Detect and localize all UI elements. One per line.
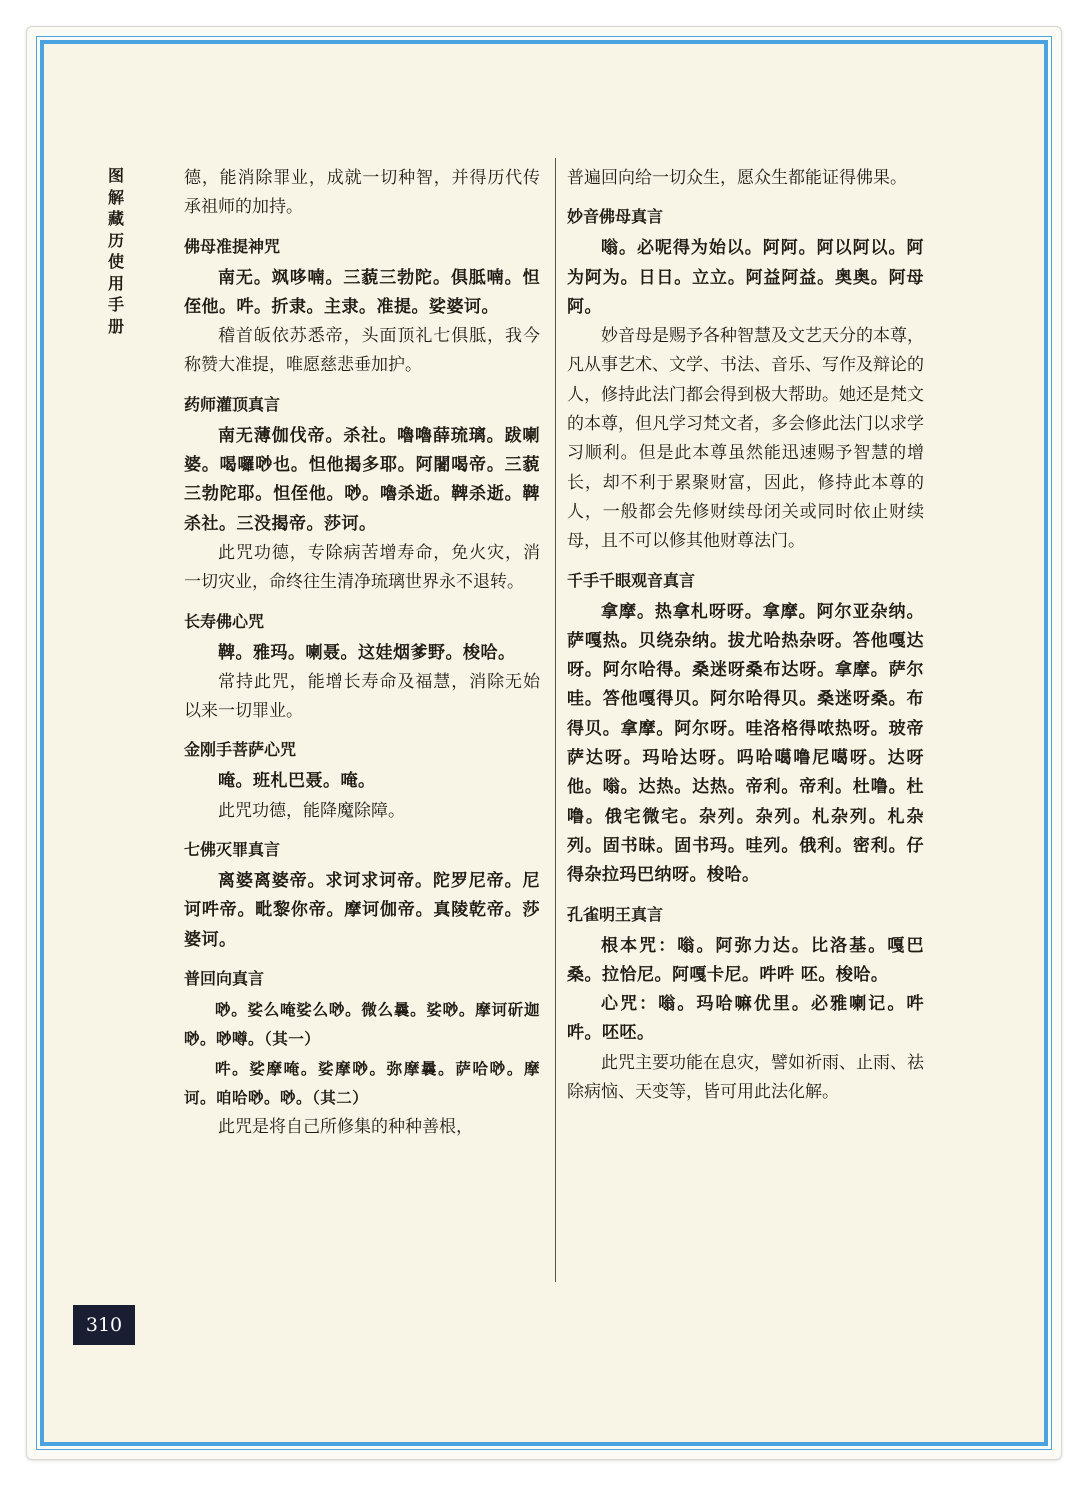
mantra-text: 根本咒：嗡。阿弥力达。比洛基。嘎巴桑。拉恰尼。阿嘎卡尼。吽吽 呸。梭哈。 [567,935,924,985]
mantra-text: 离婆离婆帝。求诃求诃帝。陀罗尼帝。尼诃吽帝。毗黎你帝。摩诃伽帝。真陵乾帝。莎婆诃。 [184,871,540,950]
continued-text: 德，能消除罪业，成就一切种智，并得历代传承祖师的加持。 [184,168,540,218]
mantra-text: 嗡。必呢得为始以。阿阿。阿以阿以。阿为阿为。日日。立立。阿益阿益。奥奥。阿母阿。 [567,238,924,317]
body-text: 此咒主要功能在息灾，譬如祈雨、止雨、祛除病恼、天变等，皆可用此法化解。 [567,1052,924,1103]
section-heading: 佛母准提神咒 [184,236,281,256]
body-text: 妙音母是赐予各种智慧及文艺天分的本尊，凡从事艺术、文学、书法、音乐、写作及辩论的人，修持此法门都会得到极大帮助。她还是梵文的本尊，但凡学习梵文者，多会修此法门以求学习顺利。但是此本尊虽然能迅速赐予智慧的增长，却不利于累聚财富，因此，修持此本尊的人，一般都会先修财续母闭关或同时依止财续母，且不可以修其他财尊法门。 [567,326,924,552]
body-text: 稽首皈依苏悉帝，头面顶礼七俱胝，我今称赞大准提，唯愿慈悲垂加护。 [184,326,540,376]
book-title-char: 册 [107,316,124,336]
left-column [184,164,540,1142]
book-title-char: 用 [107,273,124,293]
mantra-text: 南无薄伽伐帝。杀社。嚕嚕薛琉璃。跋喇婆。喝囉唦也。怛他揭多耶。阿闍喝帝。三藐三勃陀耶。怛侄他。唦。嚕杀逝。鞞杀逝。鞞杀社。三没揭帝。莎诃。 [184,425,540,534]
section-heading: 七佛灭罪真言 [184,840,281,860]
mantra-text: 唦。娑么唵娑么唦。微么曩。娑唦。摩诃斫迦唦。唦噂。（其一） [184,1000,540,1049]
mantra-text: 心咒：嗡。玛哈嘛优里。必雅喇记。吽吽。呸呸。 [567,994,924,1044]
section-heading: 孔雀明王真言 [567,904,664,924]
body-text: 此咒功德，能降魔除障。 [218,800,405,821]
mantra-text: 吽。娑摩唵。娑摩唦。弥摩曩。萨哈唦。摩诃。咱哈唦。唦。（其二） [184,1059,540,1107]
page-number: 310 [73,1305,135,1345]
mantra-text: 鞞。雅玛。喇聂。这娃烟爹野。梭哈。 [218,642,516,663]
book-title-char: 图 [107,166,124,185]
book-title-char: 历 [107,230,124,250]
continued-text: 普遍回向给一切众生，愿众生都能证得佛果。 [567,168,907,188]
body-text: 此咒功德，专除病苦增寿命，免火灾，消一切灾业，命终往生清净琉璃世界永不退转。 [184,542,540,593]
mantra-text: 南无。飒哆喃。三藐三勃陀。俱胝喃。怛侄他。吽。折隶。主隶。准提。娑婆诃。 [184,267,540,317]
column-divider [555,158,556,1282]
body-text: 常持此咒，能增长寿命及福慧，消除无始以来一切罪业。 [184,671,540,722]
book-title-vertical [102,165,130,337]
body-text: 此咒是将自己所修集的种种善根， [218,1117,473,1138]
section-heading: 药师灌顶真言 [184,394,281,414]
book-title-char: 使 [107,252,124,271]
section-heading: 长寿佛心咒 [184,611,265,631]
mantra-text: 唵。班札巴聂。唵。 [218,771,376,792]
section-heading: 金刚手菩萨心咒 [184,740,297,760]
section-heading: 千手千眼观音真言 [567,570,696,590]
book-title-char: 藏 [107,209,124,228]
section-heading: 妙音佛母真言 [567,207,664,227]
mantra-text: 拿摩。热拿札呀呀。拿摩。阿尔亚杂纳。萨嘎热。贝绕杂纳。拔尤哈热杂呀。答他嘎达呀。阿尔哈得。桑迷呀桑布达呀。拿摩。萨尔哇。答他嘎得贝。阿尔哈得贝。桑迷呀桑。布得贝。拿摩。阿尔呀。哇洛格得哝热呀。玻帝萨达呀。玛哈达呀。吗哈噶噜尼噶呀。达呀他。嗡。达热。达热。帝利。帝利。杜噜。杜噜。俄宅微宅。杂列。杂列。札杂列。札杂列。固书昧。固书玛。哇列。俄利。密利。仔得杂拉玛巴纳呀。梭哈。 [567,601,924,886]
right-column [567,164,924,1107]
section-heading: 普回向真言 [184,968,265,988]
book-title-char: 手 [107,295,124,314]
book-title-char: 解 [107,187,124,207]
